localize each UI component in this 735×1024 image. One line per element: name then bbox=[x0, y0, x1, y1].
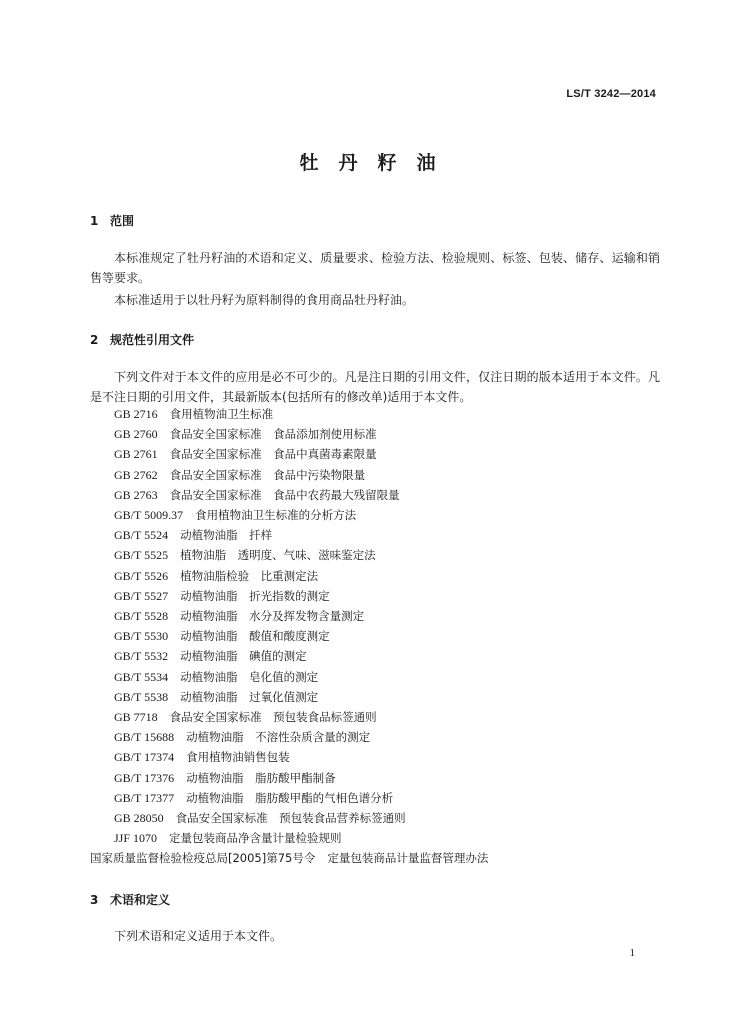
list-item: GB/T 5524 动植物油脂 扦样 bbox=[114, 528, 273, 543]
list-item: GB 2716 食用植物油卫生标准 bbox=[114, 407, 274, 421]
list-item: GB/T 5532 动植物油脂 碘值的测定 bbox=[114, 649, 307, 664]
section-3-paragraph-1: 下列术语和定义适用于本文件。 bbox=[114, 929, 283, 943]
list-item: GB/T 17376 动植物油脂 脂肪酸甲酯制备 bbox=[114, 770, 336, 785]
list-item: GB/T 5526 植物油脂检验 比重测定法 bbox=[114, 568, 319, 583]
section-title: 术语和定义 bbox=[110, 893, 171, 907]
section-1-paragraph-1: 本标准规定了牡丹籽油的术语和定义、质量要求、检验方法、检验规则、标签、包装、储存、运输和销售等要求。 bbox=[90, 251, 660, 285]
section-1-heading bbox=[90, 212, 134, 229]
list-item: GB/T 15688 动植物油脂 不溶性杂质含量的测定 bbox=[114, 730, 371, 745]
list-item: GB/T 17374 食用植物油销售包装 bbox=[114, 750, 290, 765]
list-item: JJF 1070 定量包装商品净含量计量检验规则 bbox=[114, 831, 342, 846]
list-item: GB/T 5528 动植物油脂 水分及挥发物含量测定 bbox=[114, 609, 365, 624]
section-2-heading bbox=[90, 331, 194, 348]
section-number: 3 bbox=[90, 893, 99, 907]
section-title: 规范性引用文件 bbox=[110, 333, 195, 347]
list-item: GB/T 5009.37 食用植物油卫生标准的分析方法 bbox=[114, 508, 357, 523]
list-item: GB/T 5525 植物油脂 透明度、气味、滋味鉴定法 bbox=[114, 548, 376, 563]
list-item: GB/T 5527 动植物油脂 折光指数的测定 bbox=[114, 588, 330, 603]
list-item: 国家质量监督检验检疫总局[2005]第75号令 定量包装商品计量监督管理办法 bbox=[90, 851, 489, 866]
list-item: GB 2762 食品安全国家标准 食品中污染物限量 bbox=[114, 467, 366, 482]
section-3-heading bbox=[90, 891, 170, 908]
list-item: GB 2761 食品安全国家标准 食品中真菌毒素限量 bbox=[114, 447, 377, 462]
list-item: GB/T 5538 动植物油脂 过氧化值测定 bbox=[114, 689, 319, 704]
list-item: GB 2760 食品安全国家标准 食品添加剂使用标准 bbox=[114, 427, 377, 442]
document-title: 牡丹籽油 bbox=[299, 152, 456, 174]
list-item: GB/T 5530 动植物油脂 酸值和酸度测定 bbox=[114, 629, 330, 644]
section-number: 1 bbox=[90, 214, 99, 228]
list-item: GB 2763 食品安全国家标准 食品中农药最大残留限量 bbox=[114, 487, 400, 502]
standard-code: LS/T 3242—2014 bbox=[566, 88, 656, 100]
section-2-paragraph-1: 下列文件对于本文件的应用是必不可少的。凡是注日期的引用文件，仅注日期的版本适用于本文件。凡是不注日期的引用文件，其最新版本(包括所有的修改单)适用于本文件。 bbox=[90, 370, 660, 404]
list-item: GB/T 5534 动植物油脂 皂化值的测定 bbox=[114, 669, 319, 684]
section-title: 范围 bbox=[110, 214, 135, 228]
section-number: 2 bbox=[90, 333, 99, 347]
section-1-paragraph-2: 本标准适用于以牡丹籽为原料制得的食用商品牡丹籽油。 bbox=[114, 293, 415, 307]
list-item: GB/T 17377 动植物油脂 脂肪酸甲酯的气相色谱分析 bbox=[114, 790, 394, 805]
normative-references-list bbox=[90, 404, 489, 869]
list-item: GB 7718 食品安全国家标准 预包装食品标签通则 bbox=[114, 710, 377, 725]
page-number: 1 bbox=[629, 947, 635, 959]
list-item: GB 28050 食品安全国家标准 预包装食品营养标签通则 bbox=[114, 811, 406, 826]
